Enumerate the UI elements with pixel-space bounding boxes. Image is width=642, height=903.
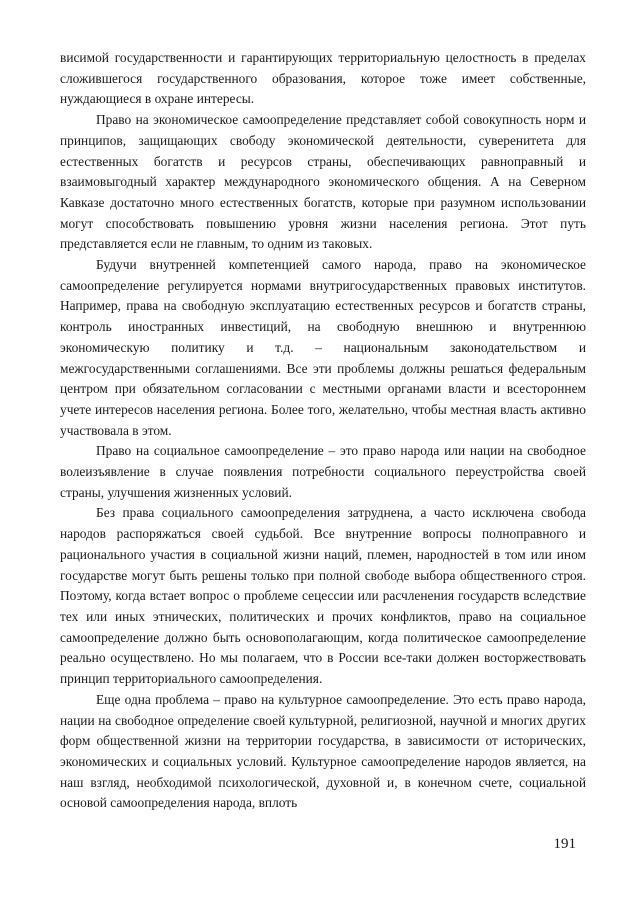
paragraph-economic-self-determination: Право на экономическое самоопределение представляет собой совокупность норм и принципов, защищающих свободу экономической деятельности, суверенитета для естественных богатств и ресурсов страны, обеспечивающих равноправный и взаимовыгодный характер международного экономического общения. А на Северном Кавказе достаточно много естественных богатств, которые при разумном использовании могут способствовать повышению уровня жизни населения региона. Этот путь представляется если не главным, то одним из таковых. <box>60 112 586 252</box>
body-text <box>60 48 586 814</box>
paragraph-without-social-right: Без права социального самоопределения затруднена, а часто исключена свобода народов распоряжаться своей судьбой. Все внутренние вопросы полноправного и рационального участия в социальной жизни наций, племен, народностей в том или ином государстве могут быть решены только при полной свободе выбора общественного строя. Поэтому, когда встает вопрос о проблеме сецессии или расчленения государств вследствие тех или иных этнических, политических и прочих конфликтов, право на социальное самоопределение должно быть основополагающим, когда политическое самоопределение реально осуществлено. Но мы полагаем, что в России все-таки должен восторжествовать принцип территориального самоопределения. <box>60 505 586 687</box>
paragraph-social-self-determination: Право на социальное самоопределение – это право народа или нации на свободное волеизъявление в случае появления потребности социального переустройства своей страны, улучшения жизненных условий. <box>60 443 586 500</box>
paragraph-internal-competence: Будучи внутренней компетенцией самого народа, право на экономическое самоопределение регулируется нормами внутригосударственных правовых институтов. Например, права на свободную эксплуатацию естественных ресурсов и богатств страны, контроль иностранных инвестиций, на свободную внешнюю и внутреннюю экономическую политику и т.д. – национальным законодательством и межгосударственными соглашениями. Все эти проблемы должны решаться федеральным центром при обязательном согласовании с местными органами власти и всестороннем учете интересов населения региона. Более того, желательно, чтобы местная власть активно участвовала в этом. <box>60 257 586 438</box>
paragraph-continuation: висимой государственности и гарантирующих территориальную целостность в пределах сложившегося государственного образования, которое тоже имеет собственные, нуждающиеся в охране интересы. <box>60 50 586 107</box>
paragraph-cultural-self-determination: Еще одна проблема – право на культурное самоопределение. Это есть право народа, нации на свободное определение своей культурной, религиозной, научной и многих других форм общественной жизни на территории государства, в зависимости от исторических, экономических и социальных условий. Культурное самоопределение народов является, на наш взгляд, необходимой психологической, духовной и, в конечном счете, социальной основой самоопределения народа, вплоть <box>60 691 586 811</box>
page-number: 191 <box>553 836 576 852</box>
